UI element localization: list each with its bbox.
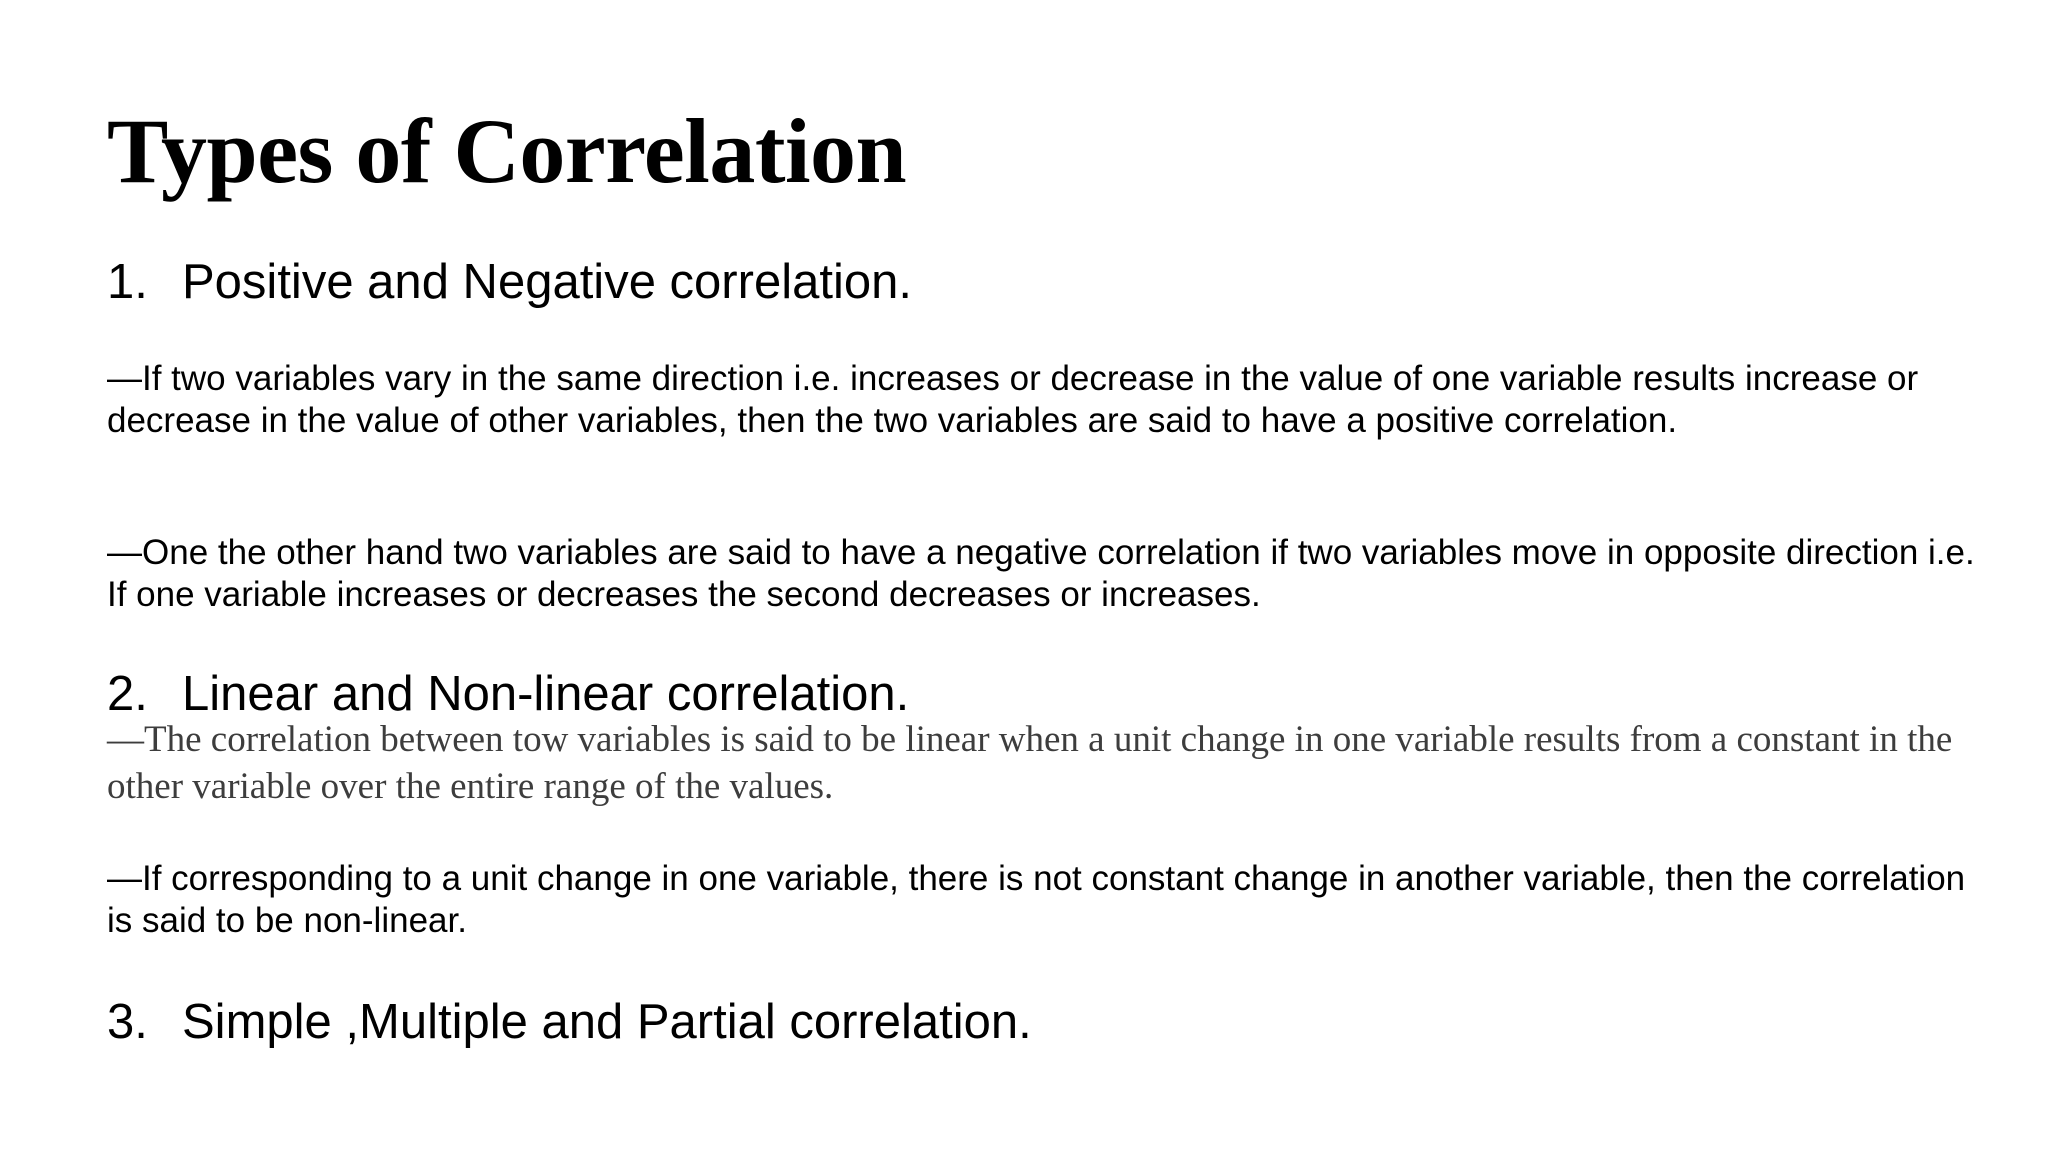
section-heading-positive-negative [107, 254, 912, 310]
section-heading-text: Positive and Negative correlation. [182, 255, 912, 309]
paragraph-negative-correlation: —One the other hand two variables are said to have a negative correlation if two variables move in opposite direction i.e. If one variable increases or decreases the second decreases or increases. [107, 533, 1975, 614]
paragraph-linear-correlation: —The correlation between tow variables is said to be linear when a unit change in one variable results from a constant in the other variable over the entire range of the values. [107, 719, 1953, 807]
section-number: 2. [107, 667, 148, 721]
section-heading-text: Linear and Non-linear correlation. [182, 667, 910, 721]
section-number: 1. [107, 255, 148, 309]
section-heading-linear-nonlinear [107, 666, 909, 722]
paragraph-nonlinear-correlation: —If corresponding to a unit change in one variable, there is not constant change in another variable, then the correlation is said to be non-linear. [107, 859, 1966, 940]
paragraph-positive-correlation: —If two variables vary in the same direction i.e. increases or decrease in the value of one variable results increase or decrease in the value of other variables, then the two variables are said to have a positive correlation. [107, 359, 1919, 440]
section-number: 3. [107, 995, 148, 1049]
section-heading-text: Simple ,Multiple and Partial correlation. [182, 995, 1032, 1049]
slide-title: Types of Correlation [107, 100, 907, 202]
section-heading-simple-multiple-partial [107, 994, 1032, 1050]
